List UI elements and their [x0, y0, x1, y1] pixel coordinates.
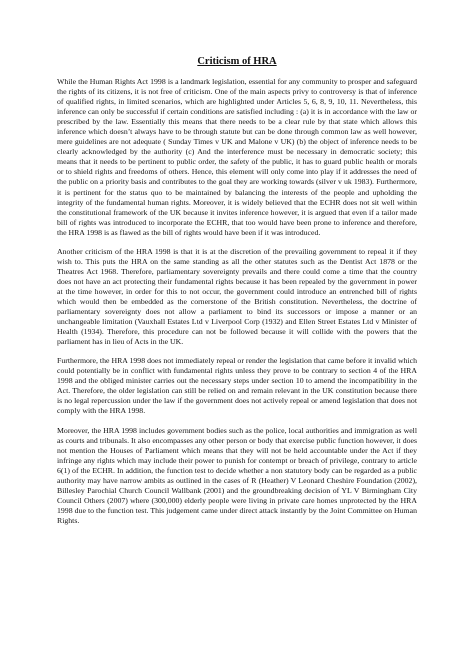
document-title: Criticism of HRA: [197, 56, 277, 67]
paragraph-older-legislation: Furthermore, the HRA 1998 does not immediately repeal or render the legislation that came before it invalid which could potentially be in conflict with fundamental rights unless they prove to be contrary to section 4 of the HRA 1998 and the obliged minister carries out the necessary steps under section 10 to amend the incompatibility in the Act. Therefore, the older legislation can still be relied on and remain relevant in the UK constitution because there is no legal repercussion under the law if the government does not actively repeal or amend legislation that does not comply with the HRA 1998.: [57, 356, 417, 416]
paragraph-public-authorities: Moreover, the HRA 1998 includes government bodies such as the police, local authorities and immigration as well as courts and tribunals. It also encompasses any other person or body that exercise public function however, it does not mention the Houses of Parliament which means that they will not be held accountable under the Act if they infringe any rights which may include their power to punish for contempt or breach of privilege, contrary to article 6(1) of the ECHR. In addition, the function test to decide whether a non statutory body can be regarded as a public authority may have narrow ambits as outlined in the cases of R (Heather) V Leonard Cheshire Foundation (2002), Billesley Parochial Church Council Wallbank (2001) and the groundbreaking decision of YL V Birmingham City Council Others (2007) where (300,000) elderly people were living in private care homes unprotected by the HRA 1998 due to the function test. This judgement came under direct attack instantly by the Joint Committee on Human Rights.: [57, 425, 417, 525]
paragraph-repeal-discretion: Another criticism of the HRA 1998 is that it is at the discretion of the prevailing government to repeal it if they wish to. This puts the HRA on the same standing as all the other statutes such as the Dentist Act 1878 or the Theatres Act 1968. Therefore, parliamentary sovereignty prevails and there could come a time that the country does not have an act protecting their fundamental rights because it has been repealed by the government in power at the time however, in order for this to not occur, the government could introduce an entrenched bill of rights which would then be embedded as the cornerstone of the British constitution. Nevertheless, the doctrine of parliamentary sovereignty does not allow a parliament to bind its successors or impose a manner or an unchangeable limitation (Vauxhall Estates Ltd v Liverpool Corp (1932) and Ellen Street Estates Ltd v Minister of Health (1934). Therefore, this procedure can not be followed because it will collide with the powers that the parliament has in lieu of Acts in the UK.: [57, 246, 417, 347]
paragraph-qualified-rights: While the Human Rights Act 1998 is a landmark legislation, essential for any community to prosper and safeguard the rights of its citizens, it is not free of criticism. One of the main aspects privy to controversy is that of inference of qualified rights, in limited scenarios, which are highlighted under Articles 5, 6, 8, 9, 10, 11. Nevertheless, this inference can only be successful if certain conditions are satisfied including : (a) it is in accordance with the law or prescribed by the law. Essentially this means that there needs to be a clear rule by that state which allows this inference which doesn’t always have to be through statute but can be done through common law as well however, mere guidelines are not adequate ( Sunday Times v UK and Malone v UK) (b) the object of inference needs to be clearly acknowledged by the authority (c) And the interference must be necessary in democratic society; this means that it needs to be pertinent to public order, the safety of the public, it has to guard public health or morals or to shield rights and freedoms of others. Hence, this element will only come into play if it addresses the need of the public on a priority basis and contributes to the goal they are working towards (silver v uk 1983). Furthermore, it is pertinent for the status quo to be maintained by balancing the interests of the people and upholding the integrity of the fundamental human rights. Moreover, it is widely believed that the ECHR does not sit well within the constitutional framework of the UK because it invites inference however, it is argued that even if a tailor made bill of rights was introduced to incorporate the ECHR, that too would have been prone to inference and therefore, the HRA 1998 is as flawed as the bill of rights would have been if it was introduced.: [57, 77, 417, 237]
